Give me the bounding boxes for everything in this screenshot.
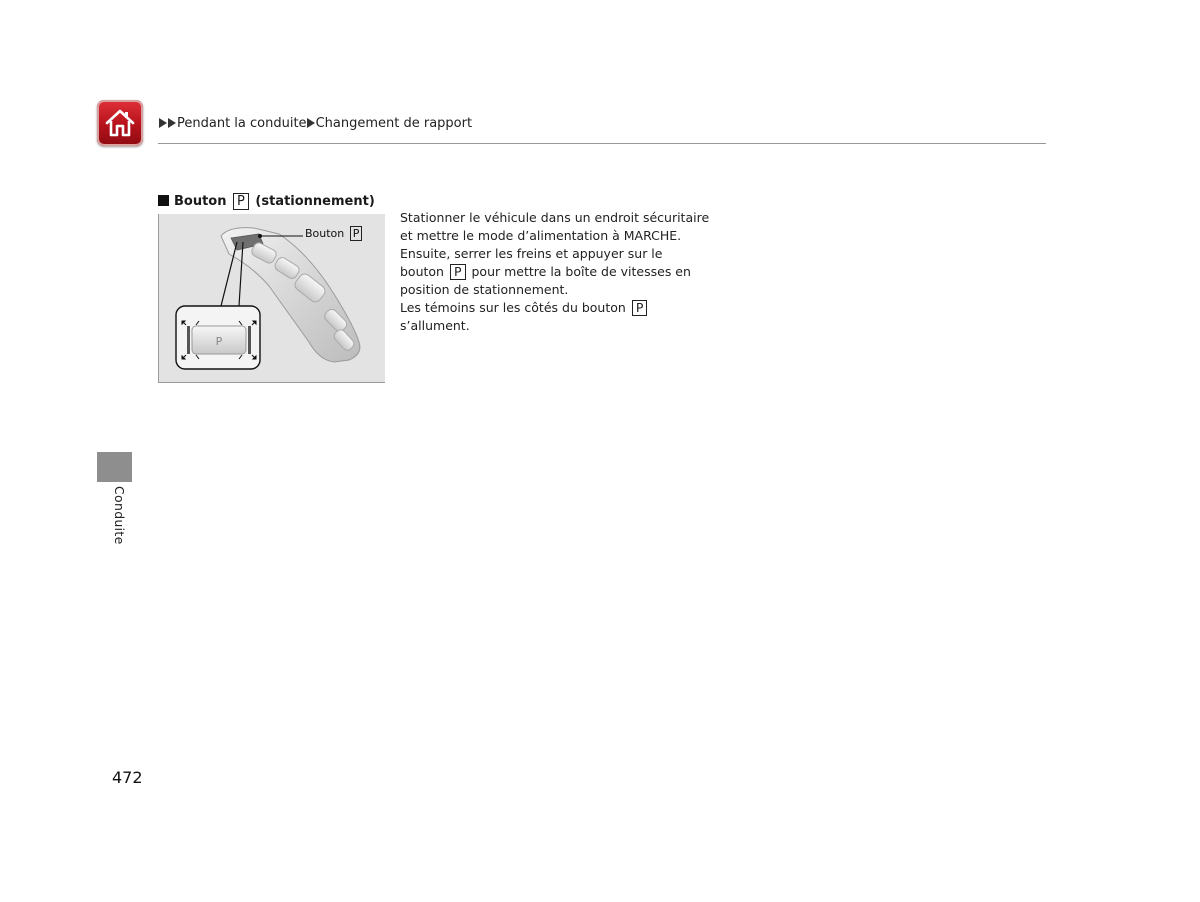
inline-park-key-symbol: P [450,264,466,280]
indicator-light-right [248,326,251,354]
park-key-symbol: P [233,193,249,210]
instruction-text [400,209,710,335]
instruction-paragraph-1: Stationner le véhicule dans un endroit sécuritaire et mettre le mode d’alimentation à MARCHE. Ensuite, serrer les freins et appuyer sur le bouton P pour mettre la boîte de vitesses en position de stationnement. [400,210,710,297]
figure-park-key-symbol: P [350,226,363,241]
breadcrumb-link-driving[interactable]: Pendant la conduite [177,116,307,131]
chapter-tab[interactable] [97,452,132,482]
home-icon [104,108,136,138]
page-number: 472 [112,768,143,787]
breadcrumb-arrow-icon [168,118,176,128]
figure-callout-label: Bouton [305,227,345,240]
figure-callout [305,226,364,241]
heading-suffix: (stationnement) [255,194,375,209]
heading-bullet-icon [158,195,169,206]
inline-park-key-symbol: P [632,300,648,316]
heading-prefix: Bouton [174,194,227,209]
breadcrumb-link-shifting[interactable]: Changement de rapport [315,116,473,131]
header-divider [158,143,1046,144]
chapter-tab-label: Conduite [112,486,127,545]
section-heading [158,193,375,210]
instruction-paragraph-2: Les témoins sur les côtés du bouton P s’allument. [400,299,710,335]
indicator-light-left [187,326,190,354]
home-button[interactable] [97,100,143,146]
breadcrumb-arrow-icon [159,118,167,128]
park-button-illustration [158,214,385,383]
breadcrumb [159,116,472,131]
callout-dot [258,234,262,238]
breadcrumb-arrow-icon [307,118,315,128]
zoomed-button-letter: P [215,335,223,348]
